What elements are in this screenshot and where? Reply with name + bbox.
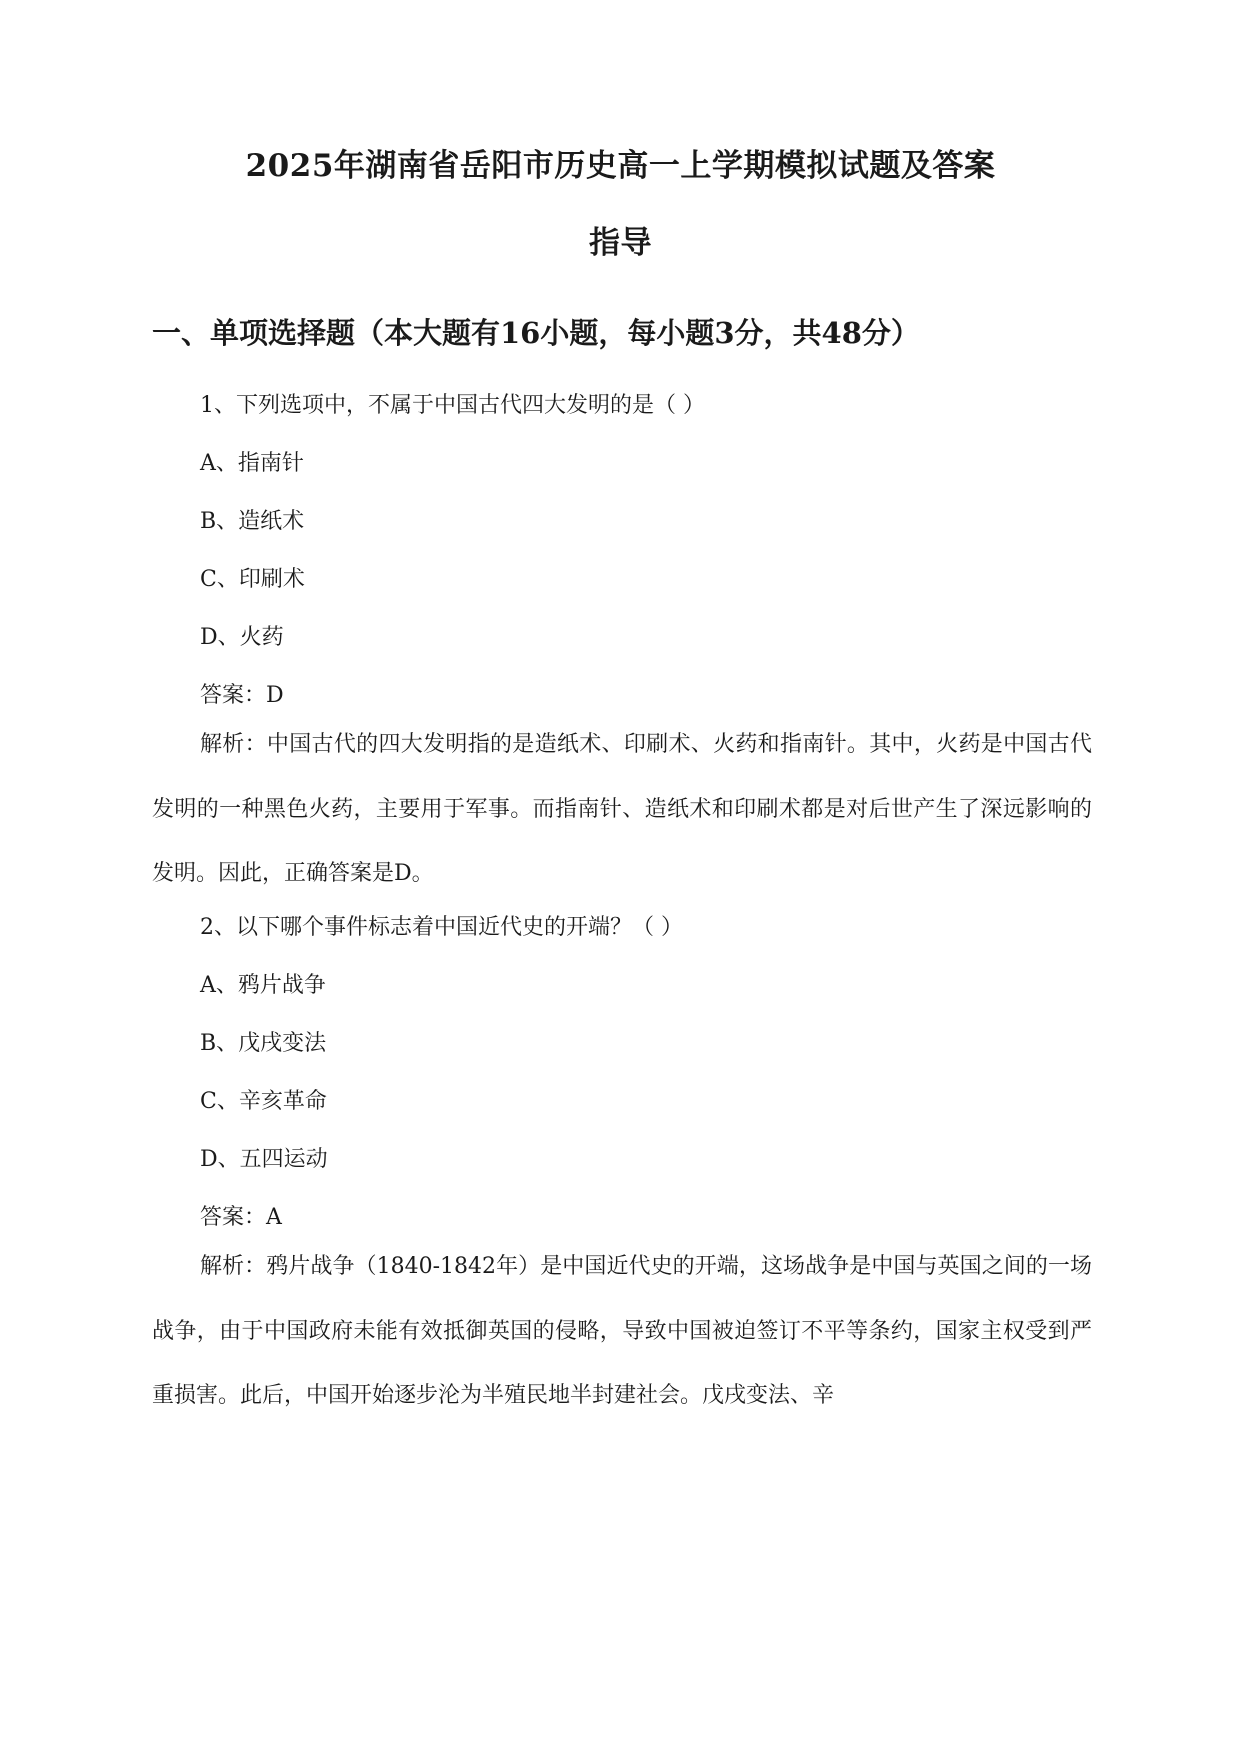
document-title-line-1: 2025年湖南省岳阳市历史高一上学期模拟试题及答案	[245, 148, 996, 184]
question-2-option-d: D、五四运动	[200, 1147, 328, 1172]
question-1-analysis: 解析：中国古代的四大发明指的是造纸术、印刷术、火药和指南针。其中，火药是中国古代发明的一种黑色火药，主要用于军事。而指南针、造纸术和印刷术都是对后世产生了深远影响的发明。因此，正确答案是D。	[152, 732, 1092, 887]
question-1-stem: 1、下列选项中，不属于中国古代四大发明的是（ ）	[200, 393, 705, 418]
question-1-option-a: A、指南针	[200, 451, 304, 476]
document-title-line-2: 指导	[589, 225, 652, 261]
question-1-option-d: D、火药	[200, 625, 284, 650]
question-1-option-b: B、造纸术	[200, 509, 305, 534]
question-2-analysis: 解析：鸦片战争（1840-1842年）是中国近代史的开端，这场战争是中国与英国之间的一场战争，由于中国政府未能有效抵御英国的侵略，导致中国被迫签订不平等条约，国家主权受到严重损害。此后，中国开始逐步沦为半殖民地半封建社会。戊戌变法、辛	[152, 1254, 1092, 1409]
question-1-answer: 答案：D	[200, 683, 284, 708]
question-2-option-c: C、辛亥革命	[200, 1089, 327, 1114]
question-2-stem: 2、以下哪个事件标志着中国近代史的开端？（ ）	[200, 915, 683, 940]
question-2-answer: 答案：A	[200, 1205, 282, 1230]
section-heading-single-choice: 一、单项选择题（本大题有16小题，每小题3分，共48分）	[152, 316, 920, 350]
question-2-option-b: B、戊戌变法	[200, 1031, 327, 1056]
question-1-option-c: C、印刷术	[200, 567, 305, 592]
question-2-option-a: A、鸦片战争	[200, 973, 326, 998]
